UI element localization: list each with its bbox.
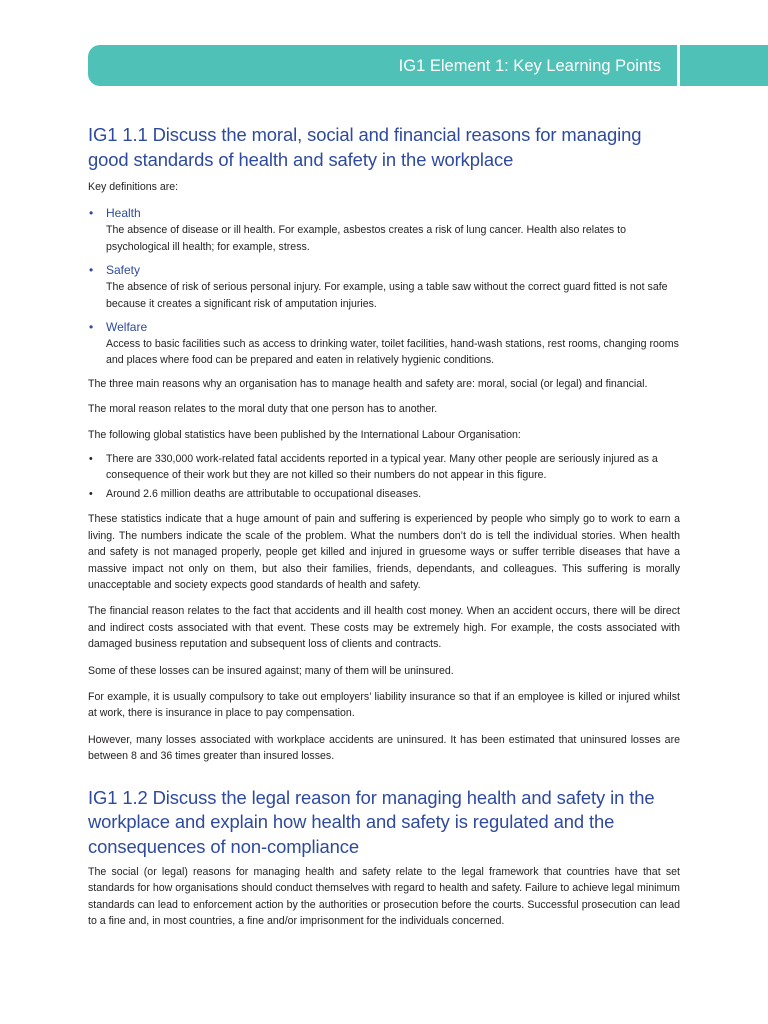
bullet-icon: • bbox=[89, 263, 94, 278]
section-1-heading: IG1 1.1 Discuss the moral, social and financial reasons for managing good standards of health and safety in the workplace bbox=[88, 124, 642, 170]
header-tab bbox=[680, 45, 768, 86]
paragraph-uninsured-losses: However, many losses associated with workplace accidents are uninsured. It has been estimated that uninsured losses are between 8 and 36 times greater than insured losses. bbox=[88, 733, 680, 763]
definition-item-safety bbox=[88, 262, 680, 312]
paragraph-liability-insurance: For example, it is usually compulsory to take out employers’ liability insurance so that if an employee is killed or injured whilst at work, there is insurance in place to pay compensation. bbox=[88, 690, 680, 720]
header-title: IG1 Element 1: Key Learning Points bbox=[398, 57, 661, 75]
paragraph-insured-losses: Some of these losses can be insured against; many of them will be uninsured. bbox=[88, 664, 454, 677]
bullet-icon: • bbox=[89, 487, 93, 500]
definition-item-health bbox=[88, 205, 680, 255]
paragraph-legal-reason: The social (or legal) reasons for managing health and safety relate to the legal framework that countries have that set standards for how organisations should conduct themselves with regard to health and safety. Failure to achieve legal minimum standards can lead to enforcement action by the authorities or prosecution before the courts. Successful prosecution can lead to a fine and, in most countries, a fine and/or imprisonment for the individuals concerned. bbox=[88, 866, 680, 928]
statistics-list bbox=[88, 451, 680, 502]
paragraph-moral-reason: The moral reason relates to the moral duty that one person has to another. bbox=[88, 403, 438, 416]
definitions-intro: Key definitions are: bbox=[88, 181, 179, 193]
definition-item-welfare bbox=[88, 319, 680, 369]
definition-term: Health bbox=[106, 206, 141, 221]
definition-text: Access to basic facilities such as access to drinking water, toilet facilities, hand-wash stations, rest rooms, changing rooms and places where food can be prepared and eaten in relatively hygienic conditions. bbox=[106, 338, 679, 367]
definition-term: Safety bbox=[106, 263, 141, 278]
statistic-text: There are 330,000 work-related fatal accidents reported in a typical year. Many other people are seriously injured as a consequence of their work but they are not killed so their numbers do not appear in this figure. bbox=[106, 453, 658, 482]
paragraph-statistics-intro: The following global statistics have been published by the International Labour Organisation: bbox=[88, 428, 521, 441]
bullet-icon: • bbox=[89, 453, 93, 466]
paragraph-three-reasons: The three main reasons why an organisation has to manage health and safety are: moral, social (or legal) and financial. bbox=[88, 377, 648, 390]
section-2-heading: IG1 1.2 Discuss the legal reason for managing health and safety in the workplace and explain how health and safety is regulated and the consequences of non-compliance bbox=[88, 786, 655, 857]
header-bar bbox=[88, 45, 677, 86]
bullet-icon: • bbox=[89, 206, 94, 221]
paragraph-statistics-meaning: These statistics indicate that a huge amount of pain and suffering is experienced by people who simply go to work to earn a living. The numbers indicate the scale of the problem. What the numbers don’t do is tell the individual stories. When health and safety is not managed properly, people get killed and injured in gruesome ways or suffer terrible diseases that have a massive impact not only on them, but also their families, friends, dependants, and colleagues. This suffering is morally unacceptable and society expects good standards of health and safety. bbox=[88, 513, 680, 591]
page-content bbox=[88, 123, 680, 930]
statistic-item bbox=[88, 451, 680, 484]
paragraph-financial-reason: The financial reason relates to the fact that accidents and ill health cost money. When an accident occurs, there will be direct and indirect costs associated with that event. These costs may be extremely high. For example, the costs associated with damaged business reputation and subsequent loss of clients and contracts. bbox=[88, 605, 680, 651]
definitions-list bbox=[88, 205, 680, 368]
bullet-icon: • bbox=[89, 320, 94, 335]
definition-text: The absence of risk of serious personal injury. For example, using a table saw without the correct guard fitted is not safe because it creates a significant risk of amputation injuries. bbox=[106, 281, 668, 310]
definition-term: Welfare bbox=[106, 320, 148, 335]
statistic-text: Around 2.6 million deaths are attributable to occupational diseases. bbox=[106, 487, 422, 500]
definition-text: The absence of disease or ill health. For example, asbestos creates a risk of lung cancer. Health also relates to psychological ill health; for example, stress. bbox=[106, 224, 626, 253]
statistic-item bbox=[88, 486, 680, 502]
